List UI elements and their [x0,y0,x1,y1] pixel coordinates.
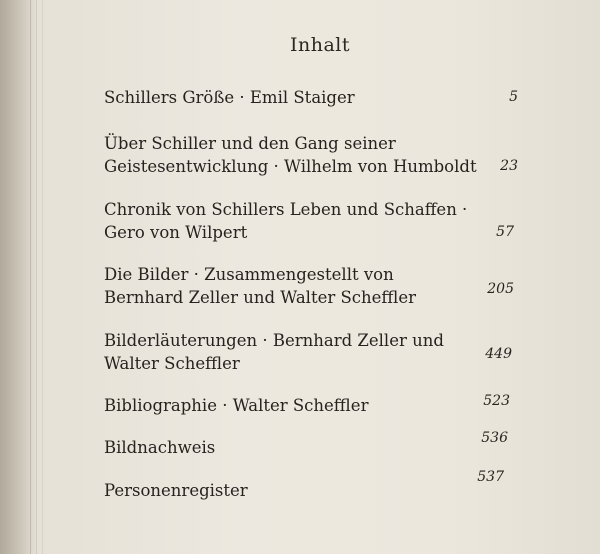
toc-entry-text [104,263,474,309]
toc-entry-line: Walter Scheffler [104,354,240,373]
toc-entry-text [104,198,474,244]
toc-entry [104,132,524,178]
toc-entry-line: Chronik von Schillers Leben und Schaffen · [104,200,468,219]
toc-entry-line: Personenregister [104,481,248,500]
toc-entry-line: Bernhard Zeller und Walter Scheffler [104,288,417,307]
toc-page-number: 57 [496,224,514,240]
page-edge [36,0,37,554]
page-edge [42,0,43,554]
toc-page-number: 536 [481,430,508,446]
toc-entry [104,198,524,244]
toc-entry-line: Schillers Größe · Emil Staiger [104,88,355,107]
toc-entry [104,329,524,375]
toc-entry [104,430,524,459]
spine-shadow [0,0,38,554]
toc-entry-line: Bilderläuterungen · Bernhard Zeller und [104,331,444,350]
toc-entry-line: Geistesentwicklung · Wilhelm von Humboldt [104,157,477,176]
toc-entry-line: Bildnachweis [104,438,216,457]
toc-entry-text [104,132,477,178]
page-edge [30,0,31,554]
toc-page-number: 205 [487,281,514,297]
toc-entry-text [104,329,474,375]
toc-page-number: 23 [500,158,518,174]
toc-page-number: 537 [477,469,504,485]
toc-entry-line: Gero von Wilpert [104,223,248,242]
toc-entry-line: Bibliographie · Walter Scheffler [104,396,369,415]
toc-entry [104,263,524,309]
toc-entry-text [104,86,474,109]
toc-entry [104,86,524,109]
toc-entry-text [104,394,474,417]
toc-page-number: 5 [509,89,518,105]
page-title: Inhalt [289,34,351,56]
toc-entry-line: Über Schiller und den Gang seiner [104,134,396,153]
table-of-contents [104,86,524,502]
toc-entry-text [104,479,474,502]
toc-page-number: 449 [485,346,512,362]
toc-entry-text [104,436,474,459]
toc-page-number: 523 [483,393,510,409]
toc-entry-line: Die Bilder · Zusammengestellt von [104,265,394,284]
toc-entry [104,469,524,502]
toc-entry [104,394,524,417]
